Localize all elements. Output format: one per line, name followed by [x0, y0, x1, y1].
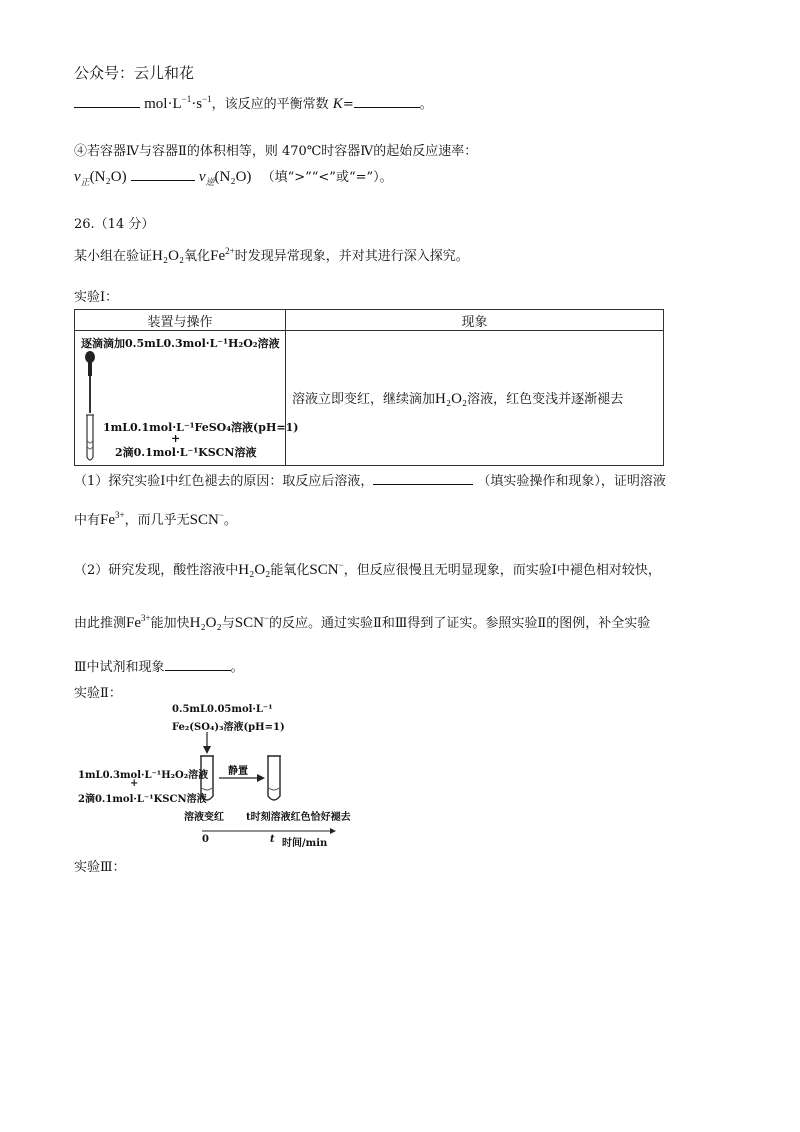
exp2-axis-zero: 0: [202, 834, 209, 845]
species: (N₂O): [214, 169, 252, 185]
exp2-figure: [74, 700, 394, 850]
q26-intro: 某小组在验证H₂O₂氧化$Fe^{2+}$时发现异常现象，并对其进行深入探究。: [74, 246, 469, 264]
text: ，该反应的平衡常数: [211, 97, 329, 112]
exp2-top-label-1: 0.5mL0.05mol·L⁻¹: [172, 704, 273, 715]
phenomenon-cell: 溶液立即变红，继续滴加H₂O₂溶液，红色变浅并逐渐褪去: [286, 331, 664, 466]
v-forward: $v_正$: [74, 169, 90, 187]
eq-sign: =: [342, 97, 354, 112]
h2o2-formula: H₂O₂: [152, 248, 185, 264]
q25-rate-line: [74, 93, 433, 113]
h2o2-formula: H₂O₂: [189, 615, 222, 631]
exp1-label: 实验Ⅰ：: [74, 290, 119, 305]
q25-part4: ④若容器Ⅳ与容器Ⅱ的体积相等，则 470℃时容器Ⅳ的起始反应速率：: [74, 144, 478, 159]
fill-hint: （填“>”“<”或“=”）。: [261, 170, 393, 185]
rate-unit: $mol\cdot L^{-1}\cdot s^{-1}$: [144, 94, 212, 112]
q26-number: 26.（14 分）: [74, 217, 155, 232]
v-reverse: $v_逆$: [198, 169, 215, 187]
fig-bottom-label-1: 1mL0.1mol·L⁻¹FeSO₄溶液(pH=1): [103, 421, 299, 434]
h2o2-formula: H₂O₂: [238, 562, 271, 578]
answer-blank[interactable]: [373, 472, 473, 485]
scn-ion: SCN−: [234, 613, 270, 631]
fig-top-label: 逐滴滴加0.5mL0.3mol·L⁻¹H₂O₂溶液: [81, 337, 280, 350]
answer-blank[interactable]: [131, 168, 195, 181]
table-header-apparatus: 装置与操作: [75, 310, 286, 331]
exp2-top-label-2: Fe₂(SO₄)₃溶液(pH=1): [172, 722, 285, 733]
exp1-table: [74, 309, 664, 466]
species: (N₂O): [89, 169, 127, 185]
fe3-ion: $Fe^{3+}$: [126, 613, 151, 631]
exp2-arrow-label: 静置: [228, 766, 248, 777]
k-symbol: K: [332, 96, 343, 112]
q26-part2-line3: Ⅲ中试剂和现象 。: [74, 660, 244, 675]
q26-part1-line1: （1）探究实验Ⅰ中红色褪去的原因：取反应后溶液， （填实验操作和现象），证明溶液: [74, 474, 666, 489]
exp2-bottom-label-b: t时刻溶液红色恰好褪去: [246, 812, 351, 823]
table-header-phenomenon: 现象: [286, 310, 664, 331]
answer-blank[interactable]: [165, 658, 231, 671]
fe2-ion: $Fe^{2+}$: [210, 246, 235, 264]
exp3-label: 实验Ⅲ：: [74, 860, 126, 875]
q26-part2-line1: （2）研究发现，酸性溶液中H₂O₂能氧化SCN−，但反应很慢且无明显现象，而实验Ⅰ中褪色相对较快，: [74, 560, 661, 578]
exp2-left-label-1: 1mL0.3mol·L⁻¹H₂O₂溶液: [78, 770, 209, 781]
exp2-axis-t: t: [270, 834, 275, 845]
q26-part2-line2: 由此推测$Fe^{3+}$能加快H₂O₂与SCN−的反应。通过实验Ⅱ和Ⅲ得到了证实。参照实验Ⅱ的图例，补全实验: [74, 613, 651, 631]
exp2-axis-label: 时间/min: [282, 838, 328, 849]
scn-ion: SCN−: [309, 560, 344, 578]
exp2-label: 实验Ⅱ：: [74, 686, 122, 701]
fig-plus: +: [171, 432, 181, 445]
scn-ion: SCN−: [189, 510, 224, 528]
h2o2-formula: H₂O₂: [435, 391, 468, 407]
answer-blank[interactable]: [74, 95, 140, 108]
header-account: 公众号：云儿和花: [74, 64, 195, 82]
exp2-bottom-label-a: 溶液变红: [184, 812, 224, 823]
q26-part1-line2: 中有$Fe^{3+}$，而几乎无SCN−。: [74, 510, 237, 528]
exp2-plus: +: [130, 778, 139, 789]
end-mark: 。: [419, 97, 433, 112]
answer-blank[interactable]: [354, 95, 420, 108]
fe3-ion: $Fe^{3+}$: [100, 510, 125, 528]
fig-bottom-label-2: 2滴0.1mol·L⁻¹KSCN溶液: [115, 446, 257, 459]
q25-rate-compare: [74, 166, 393, 188]
exp2-left-label-2: 2滴0.1mol·L⁻¹KSCN溶液: [78, 794, 207, 805]
apparatus-figure: [75, 331, 299, 466]
